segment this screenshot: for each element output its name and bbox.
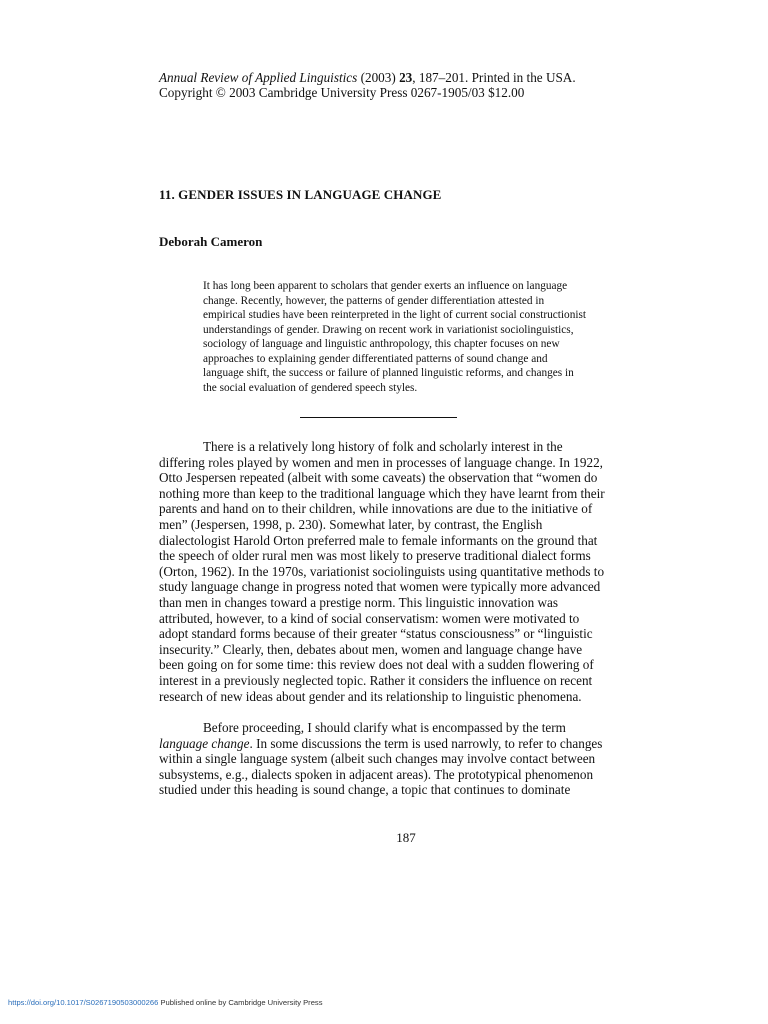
abstract-line: approaches to explaining gender differentiated patterns of sound change and	[203, 352, 548, 365]
italic-term: language change	[159, 735, 250, 751]
body-line: research of new ideas about gender and its relationship to linguistic phenomena.	[159, 688, 582, 704]
body-line-continuation: . In some discussions the term is used narrowly, to refer to changes	[249, 735, 603, 751]
chapter-title: 11. GENDER ISSUES IN LANGUAGE CHANGE	[159, 187, 442, 202]
abstract-line: change. Recently, however, the patterns of gender differentiation attested in	[203, 294, 545, 307]
abstract-line: sociology of language and linguistic anthropology, this chapter focuses on new	[203, 338, 560, 350]
journal-citation-line	[159, 70, 576, 85]
body-line-with-term	[159, 736, 611, 752]
journal-name: Annual Review of Applied Linguistics	[159, 70, 358, 85]
abstract-line: language shift, the success or failure of planned linguistic reforms, and changes in	[203, 367, 574, 379]
abstract-line: the social evaluation of gendered speech styles.	[203, 381, 418, 394]
body-line: attributed, however, to a kind of social conservatism: women were motivated to	[159, 610, 580, 626]
body-line: differing roles played by women and men in processes of language change. In 1922,	[159, 454, 603, 470]
abstract-line: It has long been apparent to scholars that gender exerts an influence on language	[203, 280, 568, 292]
body-line: men” (Jespersen, 1998, p. 230). Somewhat later, by contrast, the English	[159, 516, 543, 532]
body-line: subsystems, e.g., dialects spoken in adjacent areas). The prototypical phenomenon	[159, 766, 594, 782]
body-line: been going on for some time: this review does not deal with a sudden flowering of	[159, 657, 594, 673]
body-paragraph-1	[159, 439, 611, 704]
body-line: There is a relatively long history of folk and scholarly interest in the	[203, 439, 563, 454]
body-line: adopt standard forms because of their greater “status consciousness” or “linguistic	[159, 626, 593, 642]
doi-link[interactable]: https://doi.org/10.1017/S0267190503000266	[8, 998, 159, 1007]
body-line: the speech of older rural men was most likely to preserve traditional dialect forms	[159, 548, 591, 564]
body-line: Otto Jespersen repeated (albeit with some caveats) the observation that “women do	[159, 470, 598, 486]
body-line: within a single language system (albeit such changes may involve contact between	[159, 751, 596, 767]
body-line: parents and hand on to their children, while innovations are due to the initiative of	[159, 501, 593, 517]
journal-year: (2003)	[360, 70, 396, 85]
publisher-note: Published online by Cambridge University Press	[158, 998, 323, 1007]
journal-pages: , 187–201. Printed in the USA.	[412, 70, 576, 85]
body-line: (Orton, 1962). In the 1970s, variationist sociolinguists using quantitative methods to	[159, 563, 605, 579]
body-line: insecurity.” Clearly, then, debates about men, women and language change have	[159, 641, 583, 657]
copyright-line: Copyright © 2003 Cambridge University Press 0267-1905/03 $12.00	[159, 85, 525, 100]
abstract-line: empirical studies have been reinterpreted in the light of current social constructionist	[203, 309, 587, 321]
journal-header	[159, 70, 576, 100]
body-line: studied under this heading is sound change, a topic that continues to dominate	[159, 782, 571, 798]
journal-volume: 23	[399, 70, 413, 85]
body-paragraph-2	[159, 720, 611, 798]
author-name: Deborah Cameron	[159, 234, 263, 249]
body-line: than men in changes toward a prestige norm. This linguistic innovation was	[159, 594, 558, 610]
abstract-line: understandings of gender. Drawing on recent work in variationist sociolinguistics,	[203, 323, 574, 336]
body-line: interest in a previously neglected topic. Rather it considers the influence on recent	[159, 672, 593, 688]
body-line: study language change in progress noted that women were typically more advanced	[159, 579, 601, 595]
body-line: Before proceeding, I should clarify what is encompassed by the term	[203, 720, 566, 735]
page-number: 187	[396, 830, 416, 845]
abstract	[203, 279, 613, 395]
footer	[8, 998, 323, 1007]
section-divider	[300, 417, 457, 418]
body-line: dialectologist Harold Orton preferred male to female informants on the ground that	[159, 532, 598, 548]
body-line: nothing more than keep to the traditional language which they have learnt from their	[159, 485, 605, 501]
